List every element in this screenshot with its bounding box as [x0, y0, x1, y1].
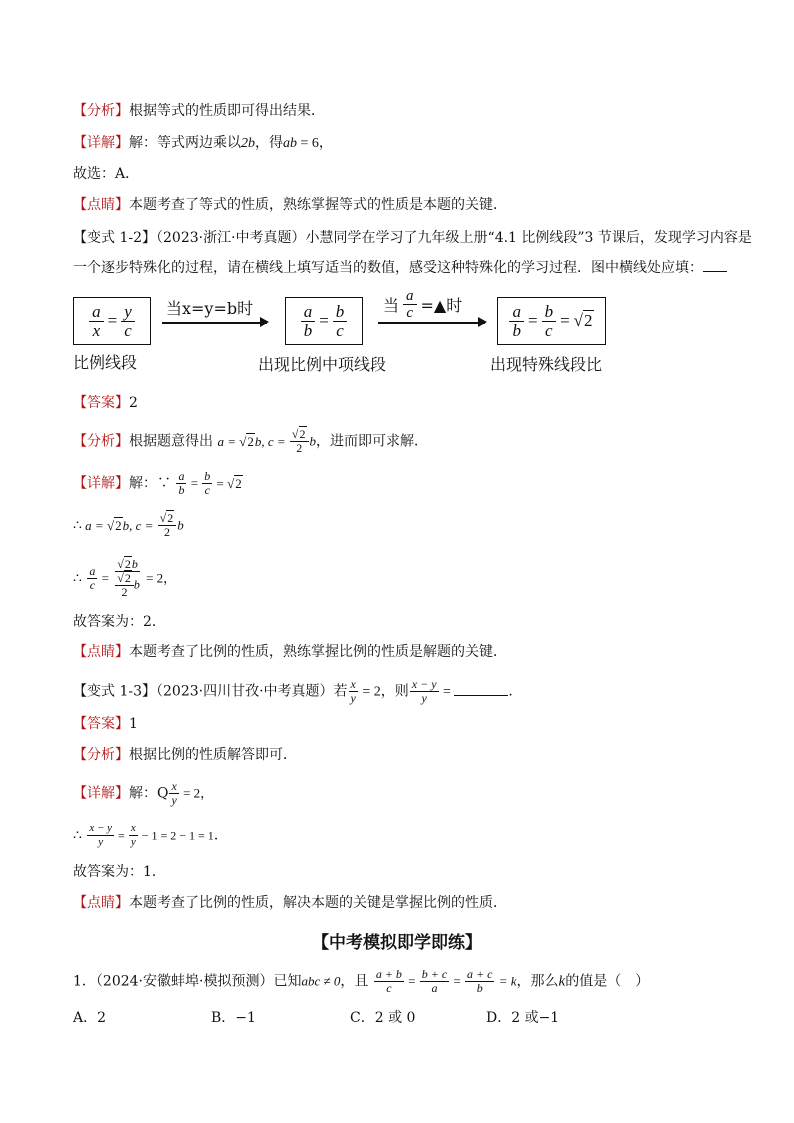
section-heading: 【中考模拟即学即练】: [312, 933, 482, 953]
detail-tag: 【详解】: [73, 135, 129, 151]
final-line-3: 故答案为：1．: [73, 864, 166, 880]
option-a[interactable]: A．2: [73, 1010, 107, 1026]
comment-tag: 【点睛】: [73, 644, 129, 660]
analysis-tag: 【分析】: [73, 433, 129, 450]
option-c[interactable]: C．2 或 0: [350, 1010, 416, 1026]
sqrt-2: √2: [573, 311, 593, 330]
arrow-1: [162, 322, 267, 324]
comment-text: 本题考查了比例的性质，熟练掌握比例的性质是解题的关键．: [129, 644, 507, 660]
comment-text: 本题考查了等式的性质，熟练掌握等式的性质是本题的关键．: [129, 197, 507, 213]
detail-text: 解：∵: [129, 475, 171, 492]
variant-1-2-line2: [73, 258, 727, 278]
analysis-line-2: 【分析】根据题意得出 a = √2b, c = $\frac{√2}{2}$ b，进而即可求解．: [73, 427, 429, 455]
answer-blank: [703, 271, 727, 272]
calc-line: ∴ $\frac{x - y}{y}$ = $\frac{x}{y}$ − 1 = 2 − 1 = 1．: [73, 822, 228, 848]
variant-text-2: 一个逐步特殊化的过程，请在横线上填写适当的数值，感受这种特殊化的学习过程．图中横线处应填：: [73, 260, 703, 276]
therefore-line-2: ∴ $\frac{a}{c}$ = √2b $\frac{√2}{2}$ b = 2，: [73, 557, 177, 599]
arrow2-label: 当 $\frac{a}{c}$ =▲时: [383, 288, 463, 321]
box-special-ratio: $\frac{a}{b}$ = $\frac{b}{c}$ = √2: [497, 297, 606, 345]
math-ab: ab: [283, 136, 297, 151]
detail-tag: 【详解】: [73, 475, 129, 492]
comment-line-2: [73, 642, 507, 662]
answer-tag: 【答案】: [73, 395, 129, 411]
answer-value: 1: [129, 716, 138, 732]
analysis-line: [73, 101, 325, 121]
box-mean-proportional: $\frac{a}{b}$ = $\frac{b}{c}$: [285, 297, 363, 345]
math-eq6: = 6，: [297, 136, 333, 151]
option-d[interactable]: D．2 或−1: [486, 1010, 560, 1026]
math-2b: 2b: [241, 136, 255, 151]
caption-proportion: 比例线段: [73, 353, 138, 372]
detail-text: 解：等式两边乘以: [129, 135, 241, 151]
answer-line-3: 【答案】1: [73, 716, 138, 732]
detail-line-3: 【详解】解：Q $\frac{x}{y}$ = 2，: [73, 779, 214, 807]
box-proportion: $\frac{a}{x}$ = $\frac{y}{c}$: [73, 297, 151, 345]
analysis-tag: 【分析】: [73, 103, 129, 119]
detail-line-2: 【详解】解：∵ $\frac{a}{b}$ = $\frac{b}{c}$ = √2: [73, 469, 242, 497]
answer-value: 2: [129, 395, 138, 411]
therefore-line-1: ∴ a = √2b, c = $\frac{√2}{2}$ b: [73, 511, 184, 539]
answer-line: [73, 393, 138, 413]
analysis-text: 根据题意得出: [129, 433, 213, 450]
comment-line: [73, 195, 507, 215]
detail-line: [73, 133, 333, 154]
variant-1-2-header: [73, 228, 752, 248]
final-line: 故答案为：2．: [73, 614, 166, 630]
variant-1-3-header: 【变式 1-3】（2023·四川甘孜·中考真题）若 $\frac{x}{y}$ = 2，则 $\frac{x - y}{y}$ = ．: [73, 677, 523, 705]
analysis-text-2: ，进而即可求解．: [316, 433, 429, 450]
option-b[interactable]: B．−1: [211, 1010, 256, 1026]
comment-tag: 【点睛】: [73, 197, 129, 213]
detail-text-2: ，得: [255, 135, 283, 151]
variant-source: （2023·浙江·中考真题）: [156, 230, 306, 246]
variant-tag: 【变式 1-3】: [73, 683, 156, 700]
arrow1-label: 当x=y=b时: [166, 299, 254, 318]
analysis-line-3: 【分析】根据比例的性质解答即可．: [73, 747, 297, 763]
variant-tag: 【变式 1-2】: [73, 230, 156, 246]
caption-special-ratio: 出现特殊线段比: [490, 355, 603, 374]
arrow-2: [378, 322, 485, 324]
analysis-text: 根据等式的性质即可得出结果．: [129, 103, 325, 119]
problem-1: 1．（2024·安徽蚌埠·模拟预测）已知abc ≠ 0，且 $\frac{a + b}{c}$ = $\frac{b + c}{a}$ = $\frac{a + c}{b}$ = k，那么k的值是（ ）: [73, 967, 650, 995]
choice-line: 故选：A．: [73, 166, 140, 182]
variant-text-1: 小慧同学在学习了九年级上册“4.1 比例线段”3 节课后，发现学习内容是: [305, 230, 752, 246]
variant-source: （2023·四川甘孜·中考真题）: [156, 683, 334, 700]
caption-mean-proportional: 出现比例中项线段: [258, 355, 387, 374]
comment-line-3: 【点睛】本题考查了比例的性质，解决本题的关键是掌握比例的性质．: [73, 895, 507, 911]
answer-blank: [454, 695, 508, 696]
